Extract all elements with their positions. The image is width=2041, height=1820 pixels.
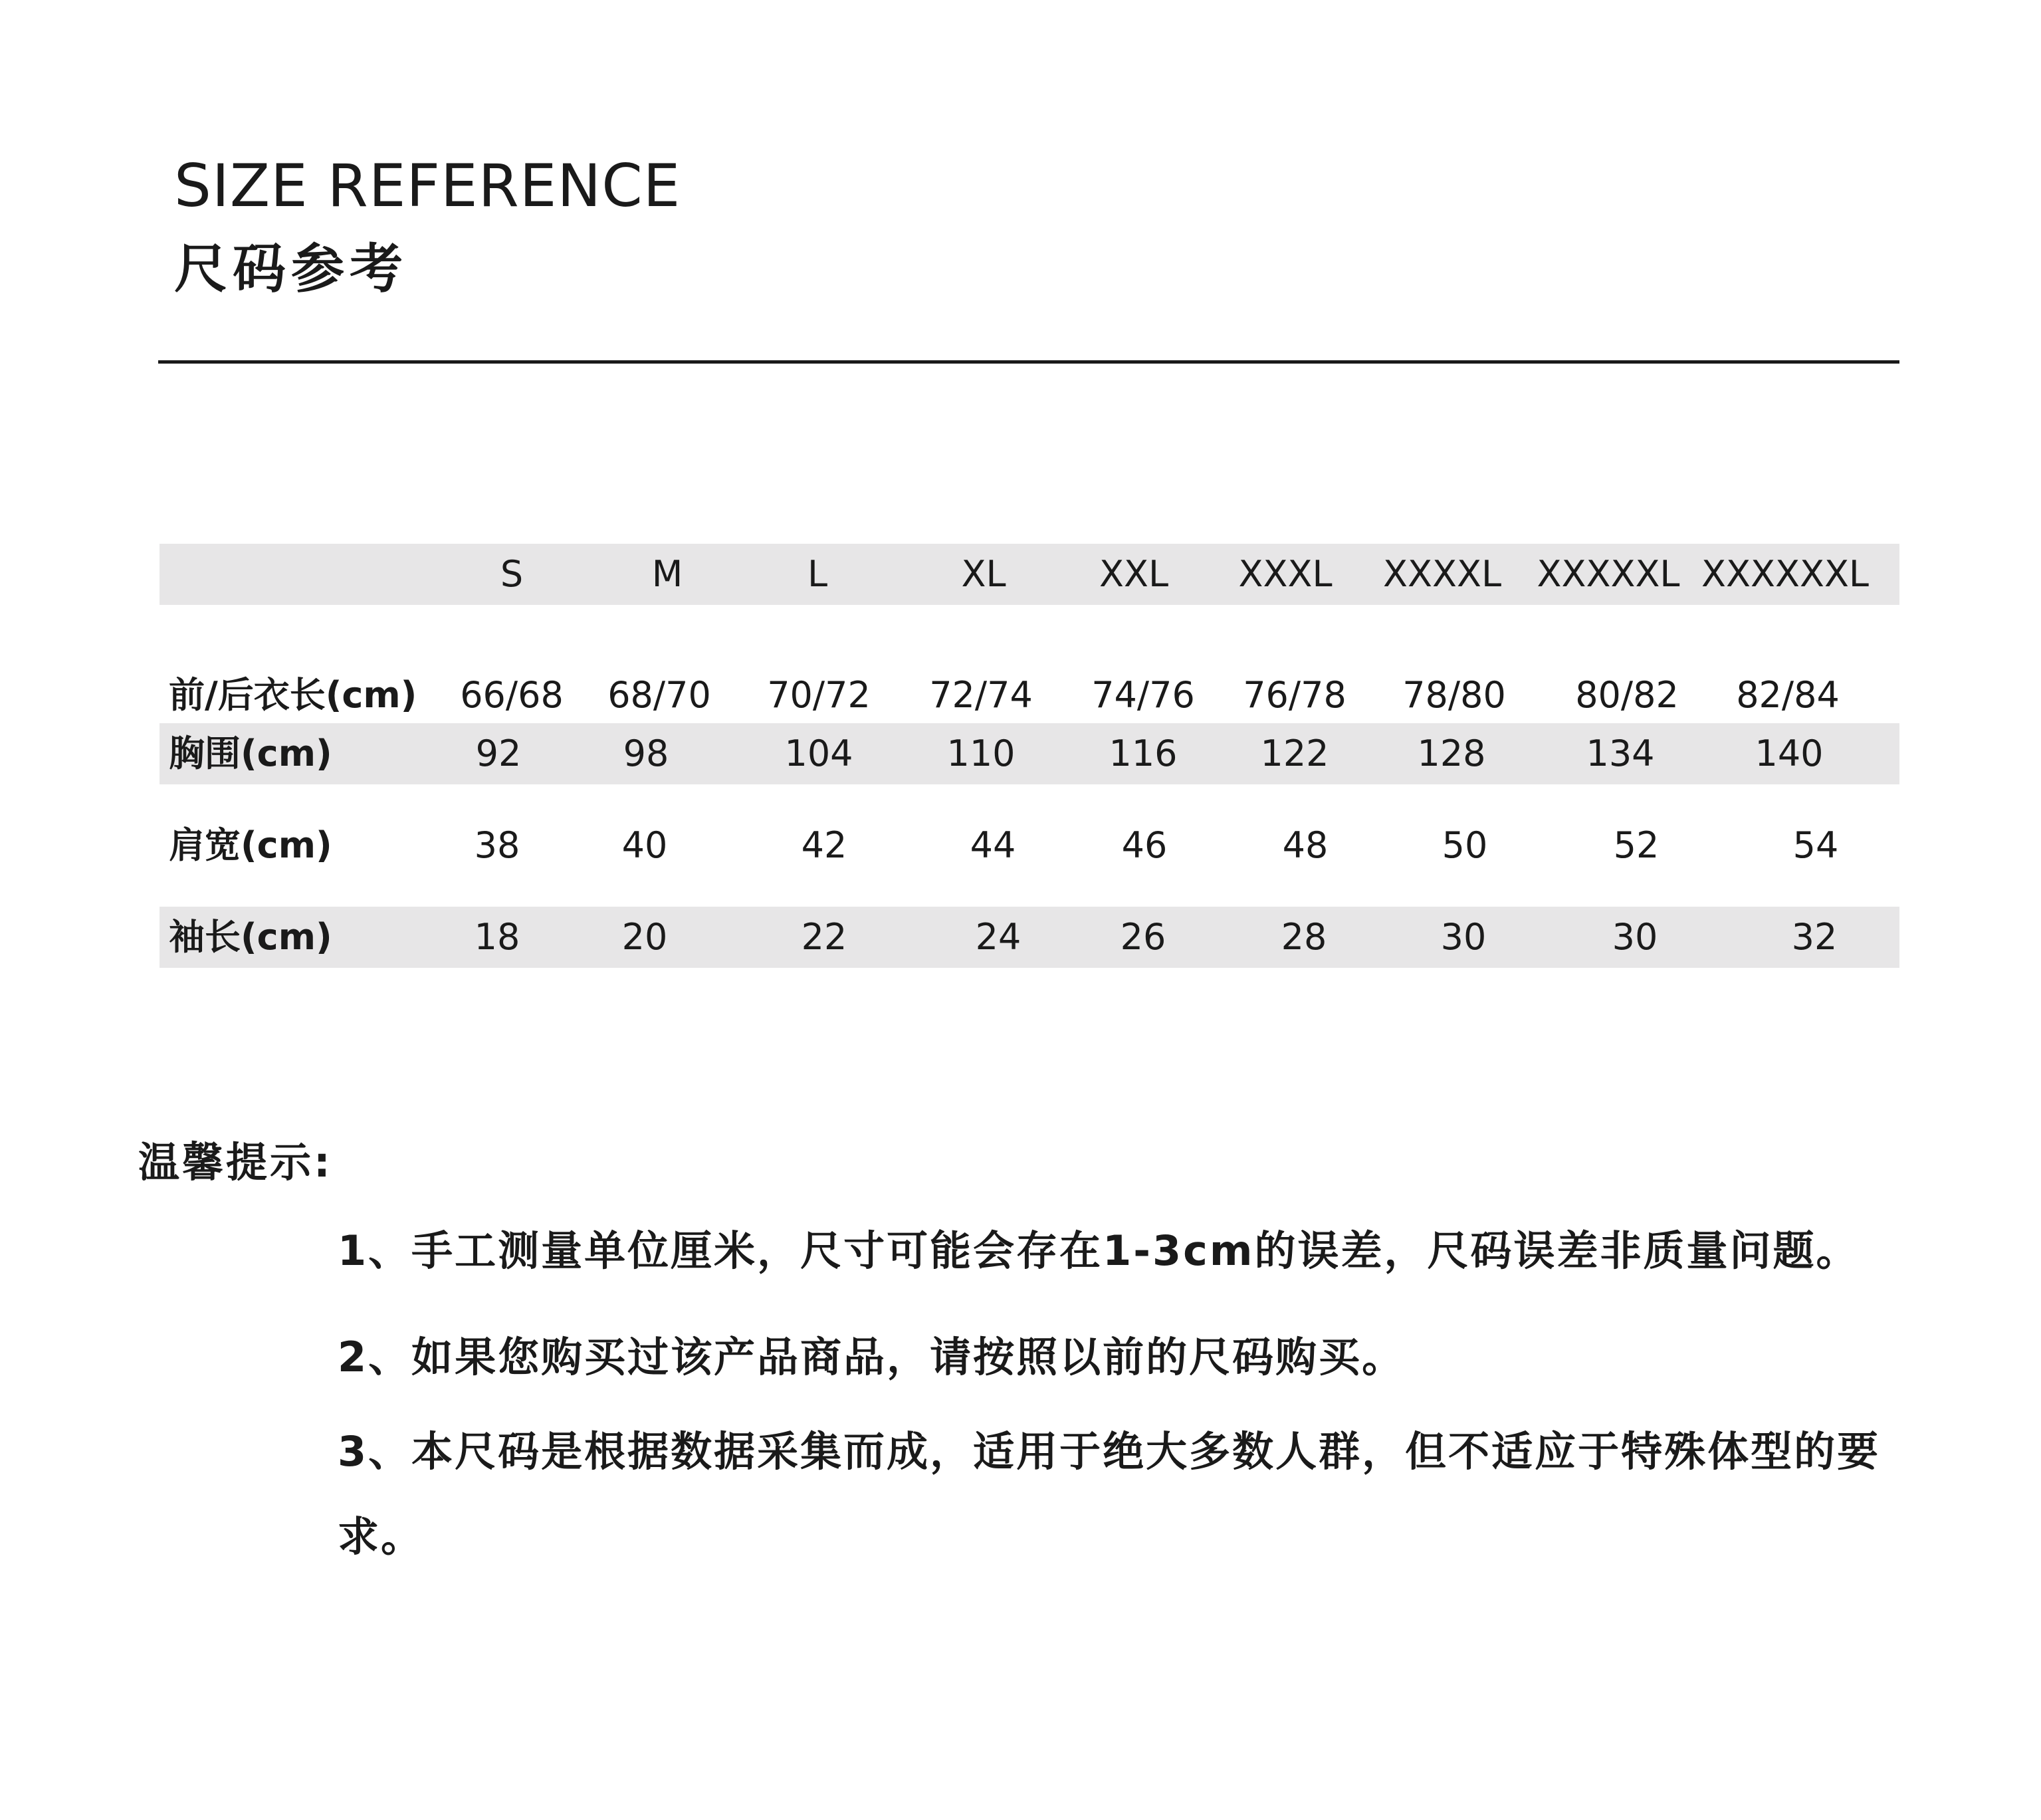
table-cell: 104 <box>784 733 853 774</box>
table-cell: 40 <box>621 824 668 866</box>
table-cell: 46 <box>1121 824 1168 866</box>
table-cell: 122 <box>1260 733 1329 774</box>
table-cell: 134 <box>1586 733 1655 774</box>
table-cell: 80/82 <box>1575 674 1679 716</box>
table-cell: 54 <box>1792 824 1839 866</box>
size-header-s: S <box>500 553 524 595</box>
table-cell: 28 <box>1281 916 1327 958</box>
size-header-l: L <box>807 553 828 595</box>
table-cell: 30 <box>1440 916 1487 958</box>
table-cell: 44 <box>970 824 1016 866</box>
table-cell: 68/70 <box>607 674 711 716</box>
table-cell: 26 <box>1120 916 1166 958</box>
table-cell: 30 <box>1612 916 1658 958</box>
table-cell: 22 <box>801 916 847 958</box>
table-cell: 24 <box>975 916 1021 958</box>
size-table <box>160 544 1899 958</box>
table-cell: 82/84 <box>1736 674 1840 716</box>
table-row-shoulder <box>160 815 1899 876</box>
size-header-xxxxxl: XXXXXL <box>1537 553 1680 595</box>
table-cell: 128 <box>1417 733 1486 774</box>
table-cell: 20 <box>621 916 668 958</box>
row-label-chest: 胸围(cm) <box>169 733 332 774</box>
table-cell: 38 <box>474 824 520 866</box>
table-cell: 50 <box>1442 824 1488 866</box>
table-cell: 74/76 <box>1091 674 1195 716</box>
row-label-length: 前/后衣长(cm) <box>169 674 417 716</box>
table-cell: 48 <box>1282 824 1329 866</box>
title-divider <box>158 360 1899 364</box>
table-cell: 78/80 <box>1402 674 1506 716</box>
row-label-sleeve: 袖长(cm) <box>169 916 332 958</box>
page-title-chinese: 尺码参考 <box>174 238 408 300</box>
table-row-sleeve <box>160 907 1899 968</box>
size-header-xxxl: XXXL <box>1238 553 1333 595</box>
size-header-xl: XL <box>961 553 1006 595</box>
page-title-english: SIZE REFERENCE <box>174 152 681 220</box>
tip-item-1: 1、手工测量单位厘米，尺寸可能会存在1-3cm的误差，尺码误差非质量问题。 <box>338 1226 1860 1275</box>
table-cell: 70/72 <box>767 674 871 716</box>
table-row-chest <box>160 723 1899 784</box>
table-cell: 66/68 <box>460 674 564 716</box>
table-cell: 92 <box>475 733 522 774</box>
row-label-shoulder: 肩宽(cm) <box>169 824 332 866</box>
table-cell: 32 <box>1791 916 1838 958</box>
table-cell: 18 <box>474 916 520 958</box>
size-header-m: M <box>651 553 683 595</box>
table-cell: 140 <box>1755 733 1824 774</box>
table-cell: 72/74 <box>929 674 1033 716</box>
table-row-length <box>160 665 1899 726</box>
tip-item-2: 2、如果您购买过该产品商品，请按照以前的尺码购买。 <box>338 1333 1406 1381</box>
table-cell: 116 <box>1109 733 1178 774</box>
table-cell: 76/78 <box>1243 674 1346 716</box>
table-cell: 98 <box>623 733 669 774</box>
tips-heading: 温馨提示: <box>138 1138 333 1187</box>
table-header-row <box>160 544 1899 605</box>
size-header-xxl: XXL <box>1099 553 1169 595</box>
table-cell: 110 <box>946 733 1016 774</box>
table-cell: 52 <box>1613 824 1660 866</box>
size-header-xxxxl: XXXXL <box>1382 553 1502 595</box>
table-cell: 42 <box>801 824 847 866</box>
tip-item-3: 3、本尺码是根据数据采集而成，适用于绝大多数人群，但不适应于特殊体型的要求。 <box>338 1427 1881 1561</box>
size-header-xxxxxxl: XXXXXXL <box>1701 553 1870 595</box>
